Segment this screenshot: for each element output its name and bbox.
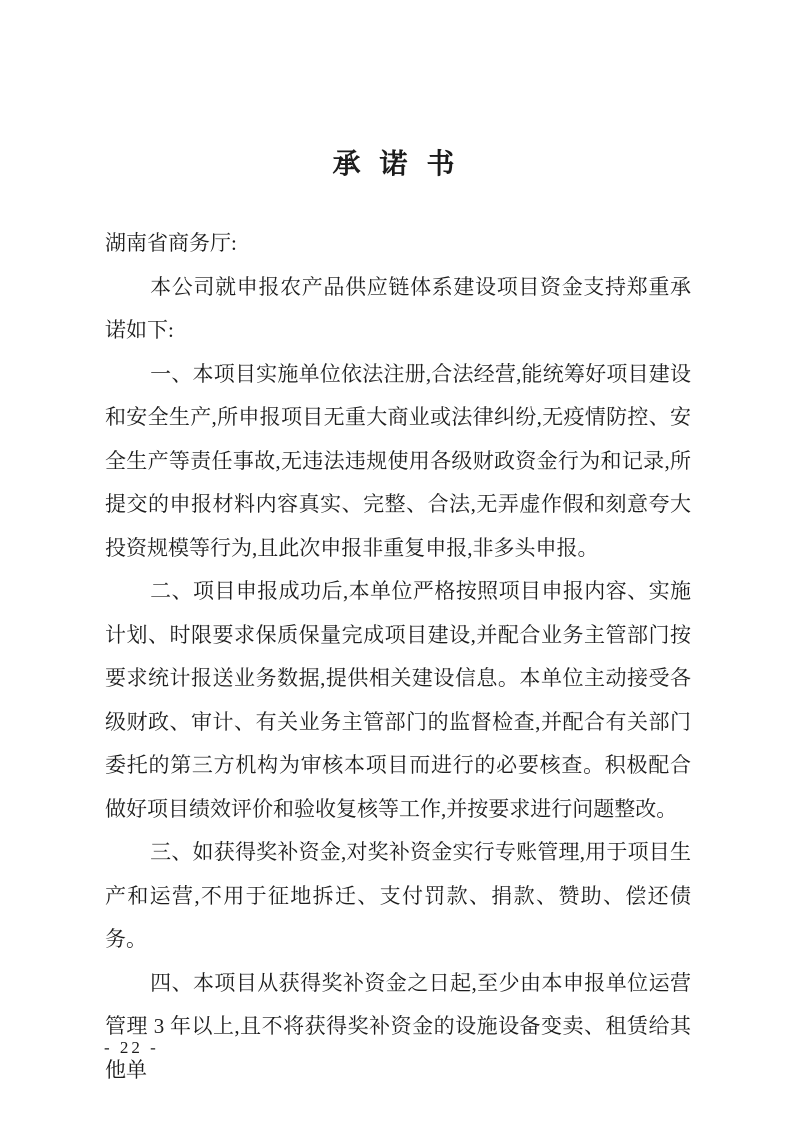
paragraph: 二、项目申报成功后,本单位严格按照项目申报内容、实施计划、时限要求保质保量完成项目建设,并配合业务主管部门按要求统计报送业务数据,提供相关建设信息。本单位主动接受各级财政、审计、有关业务主管部门的监督检查,并配合有关部门委托的第三方机构为审核本项目而进行的必要核查。积极配合做好项目绩效评价和验收复核等工作,并按要求进行问题整改。	[105, 579, 691, 821]
paragraph: 四、本项目从获得奖补资金之日起,至少由本申报单位运营管理 3 年以上,且不将获得奖补资金的设施设备变卖、租赁给其他单	[105, 970, 691, 1082]
paragraph: 一、本项目实施单位依法注册,合法经营,能统筹好项目建设和安全生产,所申报项目无重大商业或法律纠纷,无疫情防控、安全生产等责任事故,无违法违规使用各级财政资金行为和记录,所提交的申报材料内容真实、完整、合法,无弄虚作假和刻意夸大投资规模等行为,且此次申报非重复申报,非多头申报。	[105, 361, 691, 560]
document-title: 承 诺 书	[332, 149, 461, 180]
salutation: 湖南省商务厅:	[105, 231, 237, 255]
paragraph: 本公司就申报农产品供应链体系建设项目资金支持郑重承诺如下:	[105, 274, 691, 342]
paragraph: 三、如获得奖补资金,对奖补资金实行专账管理,用于项目生产和运营,不用于征地拆迁、支付罚款、捐款、赞助、偿还债务。	[105, 840, 691, 951]
document-body	[105, 222, 691, 1092]
paragraph-list	[105, 266, 691, 1093]
page-number: - 22 -	[104, 1038, 159, 1057]
